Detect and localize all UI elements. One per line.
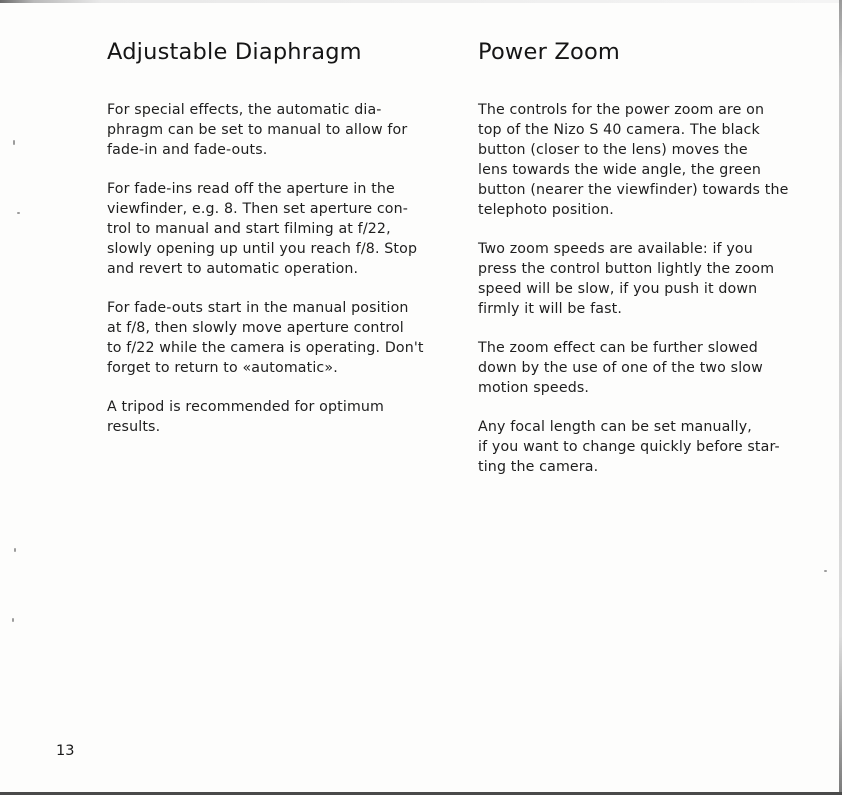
section-heading: Adjustable Diaphragm bbox=[107, 39, 362, 65]
paragraph: A tripod is recommended for optimum results. bbox=[107, 399, 385, 435]
power-zoom-section bbox=[478, 38, 818, 496]
paragraph: For special effects, the automatic dia- phragm can be set to manual to allow for fade-in and fade-outs. bbox=[107, 102, 408, 158]
section-heading: Power Zoom bbox=[478, 39, 621, 65]
paragraph: Two zoom speeds are available: if you press the control button lightly the zoom speed will be slow, if you push it down firmly it will be fast. bbox=[478, 241, 775, 317]
top-edge-rule bbox=[0, 0, 842, 3]
paragraph: The zoom effect can be further slowed down by the use of one of the two slow motion speeds. bbox=[478, 340, 763, 396]
scan-speck bbox=[12, 618, 14, 622]
paragraph: For fade-outs start in the manual position at f/8, then slowly move aperture control to f/22 while the camera is operating. Don't forget to return to «automatic». bbox=[107, 300, 424, 376]
paragraph: For fade-ins read off the aperture in the viewfinder, e.g. 8. Then set aperture con- trol to manual and start filming at f/22, slowly opening up until you reach f/8. Stop and revert to automatic operation. bbox=[107, 181, 418, 277]
scan-speck bbox=[13, 140, 15, 145]
scan-speck bbox=[17, 212, 20, 214]
paragraph: The controls for the power zoom are on top of the Nizo S 40 camera. The black button (closer to the lens) moves the lens towards the wide angle, the green button (nearer the viewfinder) towards the telephoto position. bbox=[478, 102, 789, 218]
adjustable-diaphragm-section bbox=[107, 38, 452, 456]
scan-speck bbox=[14, 548, 16, 552]
page-number: 13 bbox=[56, 743, 75, 759]
scan-speck bbox=[824, 570, 827, 572]
paragraph: Any focal length can be set manually, if you want to change quickly before star- ting the camera. bbox=[478, 419, 780, 475]
